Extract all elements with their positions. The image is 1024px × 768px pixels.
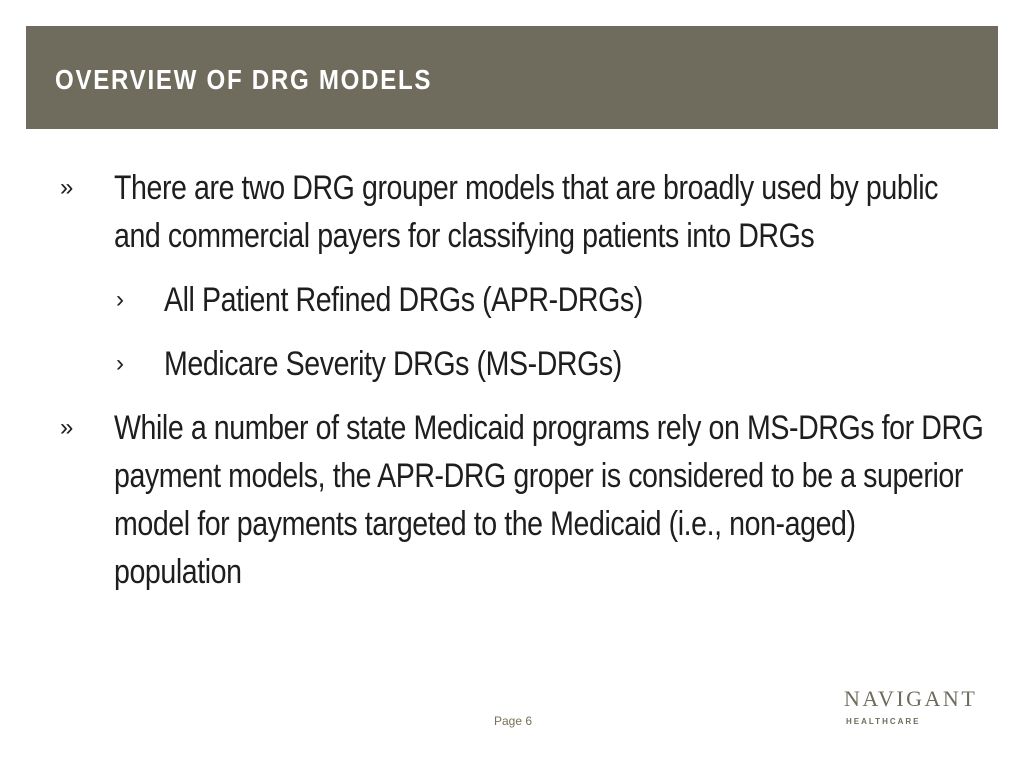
slide-content [56,164,984,596]
logo-subtitle: HEALTHCARE [846,717,921,726]
bullet-text: While a number of state Medicaid programs rely on MS-DRGs for DRG payment models, the APR-DRG groper is considered to be a superior model for payments targeted to the Medicaid (i.e., non-aged) population [114,409,984,591]
sub-bullet-marker: › [116,286,124,313]
logo-wordmark: NAVIGANT [844,686,978,711]
sub-bullet-item [56,340,956,388]
bullet-marker: » [60,414,73,441]
bullet-item [56,404,984,596]
slide-title: OVERVIEW OF DRG MODELS [55,64,433,95]
sub-bullet-text: All Patient Refined DRGs (APR-DRGs) [164,281,643,319]
page-number: Page 6 [494,714,533,728]
sub-bullet-marker: › [116,350,124,377]
sub-bullet-item [56,276,956,324]
bullet-item [56,164,956,260]
bullet-text: There are two DRG grouper models that are broadly used by public and commercial payers for classifying patients into DRGs [114,169,939,255]
title-bar [26,26,998,129]
bullet-marker: » [60,174,73,201]
navigant-logo [844,686,978,730]
sub-bullet-text: Medicare Severity DRGs (MS-DRGs) [164,345,622,383]
